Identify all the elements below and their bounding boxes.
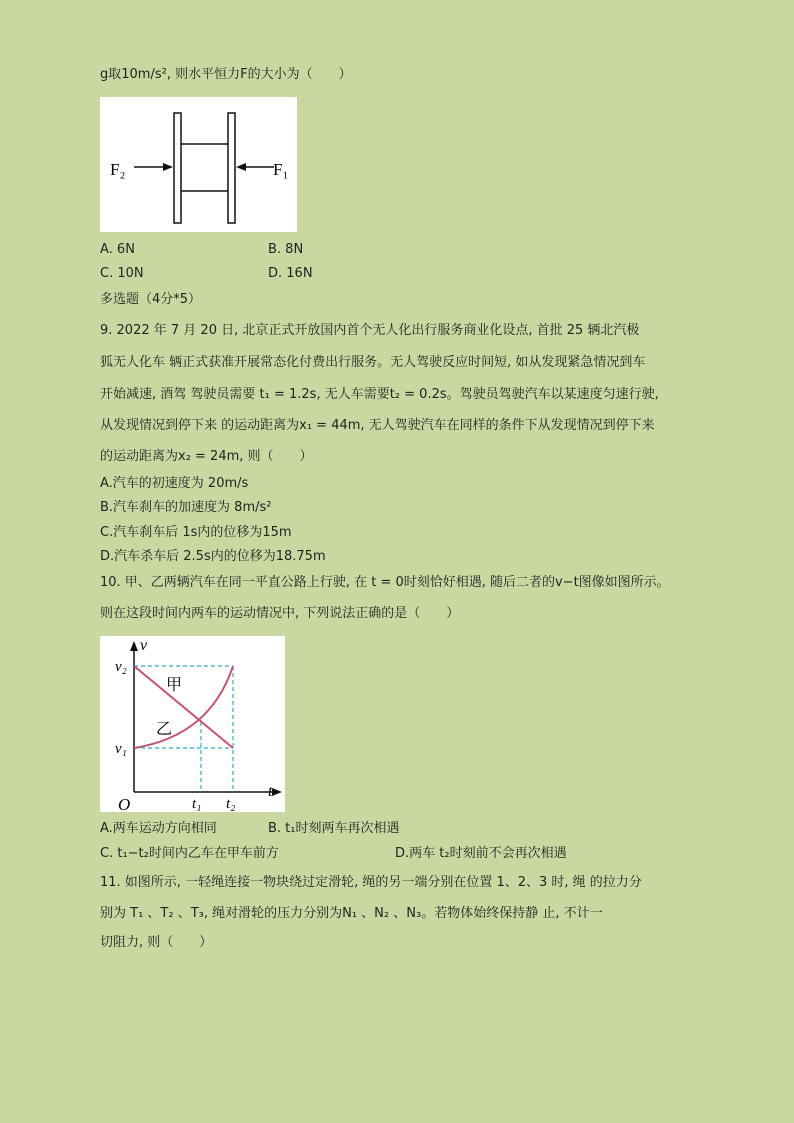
q10-line-2: 则在这段时间内两车的运动情况中, 下列说法正确的是（ ）	[100, 606, 460, 621]
q10-vt-graph	[100, 636, 285, 812]
yi-label: 乙	[156, 721, 173, 738]
t2-label: t₂	[226, 796, 236, 812]
v-axis-label: v	[140, 637, 148, 654]
q9-option-a[interactable]: A.汽车的初速度为 20m/s	[100, 476, 249, 491]
q8-option-b[interactable]: B. 8N	[268, 242, 304, 257]
q11-line-2: 别为 T₁ 、T₂ 、T₃, 绳对滑轮的压力分别为N₁ 、N₂ 、N₃。若物体始终保持静 止, 不计一	[100, 906, 603, 921]
q8-option-c[interactable]: C. 10N	[100, 266, 144, 281]
q8-option-d[interactable]: D. 16N	[268, 266, 313, 281]
q10-line-1: 10. 甲、乙两辆汽车在同一平直公路上行驶, 在 t = 0时刻恰好相遇, 随后二者的v−t图像如图所示。	[100, 575, 670, 590]
q11-line-3: 切阻力, 则（ ）	[100, 935, 213, 950]
q10-option-b[interactable]: B. t₁时刻两车再次相遇	[268, 821, 400, 836]
q9-line-2: 狐无人化车 辆正式获准开展常态化付费出行服务。无人驾驶反应时间短, 如从发现紧急情况到车	[100, 355, 646, 370]
q9-line-3: 开始减速, 酒驾 驾驶员需要 t₁ = 1.2s, 无人车需要t₂ = 0.2s。驾驶员驾驶汽车以某速度匀速行驶,	[100, 387, 659, 402]
q9-option-c[interactable]: C.汽车刹车后 1s内的位移为15m	[100, 525, 292, 540]
q9-option-b[interactable]: B.汽车刹车的加速度为 8m/s²	[100, 500, 272, 515]
q9-line-1: 9. 2022 年 7 月 20 日, 北京正式开放国内首个无人化出行服务商业化设点, 首批 25 辆北汽极	[100, 323, 640, 338]
q8-force-figure	[100, 97, 297, 232]
q10-option-a[interactable]: A.两车运动方向相同	[100, 821, 217, 836]
origin-label: O	[118, 795, 131, 812]
jia-label: 甲	[166, 677, 183, 694]
section-title: 多选题（4分*5）	[100, 292, 202, 307]
v2-label: v₂	[115, 659, 127, 675]
q10-option-d[interactable]: D.两车 t₂时刻前不会再次相遇	[395, 846, 567, 861]
q8-stem-tail: g取10m/s², 则水平恒力F的大小为（ ）	[100, 67, 352, 82]
q9-line-4: 从发现情况到停下来 的运动距离为x₁ = 44m, 无人驾驶汽车在同样的条件下从发现情况到停下来	[100, 418, 655, 433]
f1-label: F₁	[273, 160, 289, 179]
t-axis-label: t	[268, 783, 273, 800]
guide-lines	[134, 666, 233, 792]
q9-line-5: 的运动距离为x₂ = 24m, 则（ ）	[100, 449, 313, 464]
jia-line	[134, 666, 233, 748]
v1-label: v₁	[115, 741, 127, 757]
t1-label: t₁	[192, 796, 202, 812]
q9-option-d[interactable]: D.汽车杀车后 2.5s内的位移为18.75m	[100, 549, 326, 564]
q8-option-a[interactable]: A. 6N	[100, 242, 135, 257]
f2-label: F₂	[110, 160, 126, 179]
q11-line-1: 11. 如图所示, 一轻绳连接一物块绕过定滑轮, 绳的另一端分别在位置 1、2、3 时, 绳 的拉力分	[100, 875, 642, 890]
q10-option-c[interactable]: C. t₁−t₂时间内乙车在甲车前方	[100, 846, 279, 861]
